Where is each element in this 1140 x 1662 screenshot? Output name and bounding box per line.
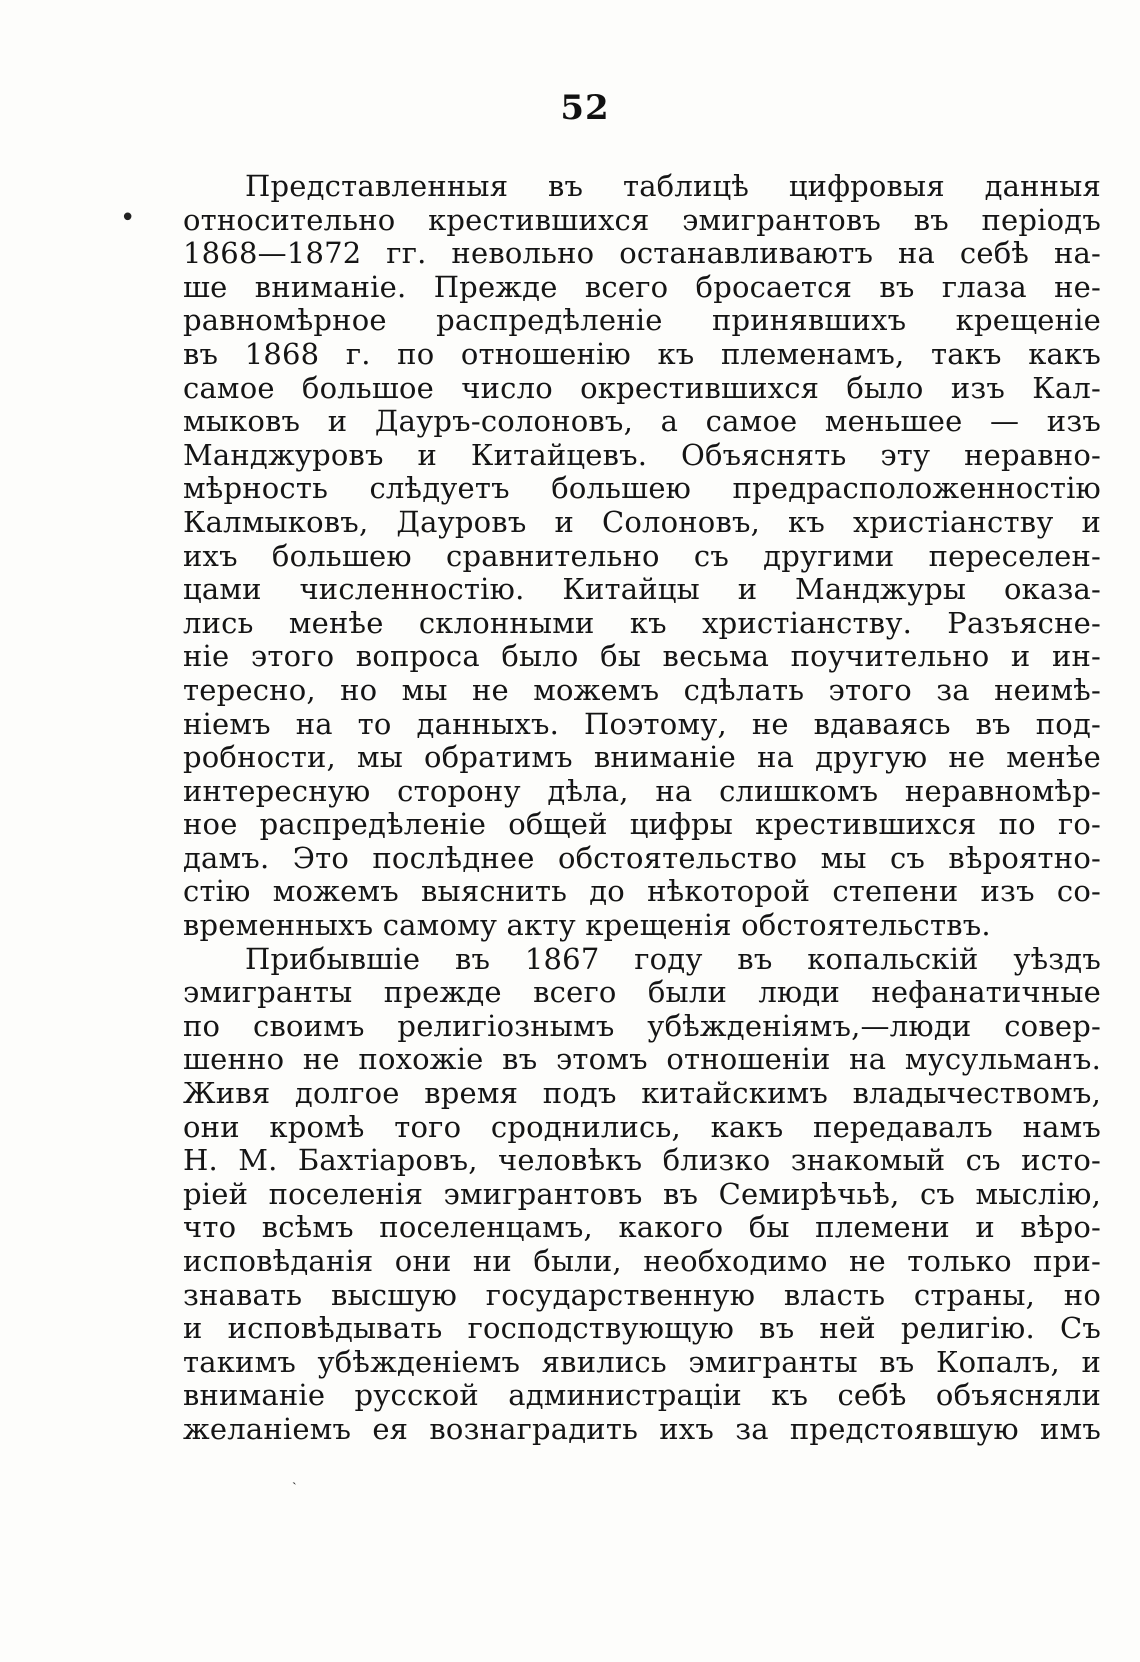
text-line: желаніемъ ея вознаградить ихъ за предстоявшую имъ: [183, 1411, 1101, 1446]
margin-dot-mark: •: [120, 203, 136, 233]
text-line: ное распредѣленіе общей цифры крестившихся по го-: [183, 807, 1101, 842]
text-line: исповѣданія они ни были, необходимо не только при-: [183, 1244, 1101, 1278]
text-line: мѣрность слѣдуетъ большею предрасположенностію: [183, 471, 1101, 506]
text-line: Н. М. Бахтіаровъ, человѣкъ близко знакомый съ исто-: [183, 1143, 1101, 1178]
text-line: шенно не похожіе въ этомъ отношеніи на мусульманъ.: [183, 1042, 1101, 1077]
text-line: Представленныя въ таблицѣ цифровыя данныя: [245, 169, 1101, 203]
text-line: тересно, но мы не можемъ сдѣлать этого за неимѣ-: [183, 672, 1101, 707]
text-line: такимъ убѣжденіемъ явились эмигранты въ Копалъ, и: [183, 1344, 1101, 1379]
text-line: относительно крестившихся эмигрантовъ въ періодъ: [183, 202, 1101, 237]
text-line: эмигранты прежде всего были люди нефанатичные: [183, 975, 1101, 1010]
text-line: временныхъ самому акту крещенія обстоятельствъ.: [183, 908, 991, 943]
text-line: ніемъ на то данныхъ. Поэтому, не вдаваясь въ под-: [183, 706, 1101, 741]
text-line: знавать высшую государственную власть страны, но: [183, 1277, 1101, 1312]
text-line: вниманіе русской администраціи къ себѣ объясняли: [183, 1378, 1101, 1413]
text-line: ніе этого вопроса было бы весьма поучительно и ин-: [183, 639, 1101, 674]
text-line: лись менѣе склонными къ христіанству. Разъясне-: [183, 605, 1101, 640]
text-line: 1868—1872 гг. невольно останавливаютъ на себѣ на-: [183, 236, 1101, 271]
text-line: Живя долгое время подъ китайскимъ владычествомъ,: [183, 1076, 1101, 1111]
text-line: робности, мы обратимъ вниманіе на другую не менѣе: [183, 740, 1101, 775]
print-speck: ˴: [292, 1474, 297, 1490]
text-line: ше вниманіе. Прежде всего бросается въ глаза нe-: [183, 269, 1101, 304]
text-line: въ 1868 г. по отношенію къ племенамъ, такъ какъ: [183, 336, 1101, 371]
page-number: 52: [560, 88, 610, 128]
text-line: ріей поселенія эмигрантовъ въ Семирѣчьѣ, съ мыслію,: [183, 1176, 1101, 1211]
text-line: и исповѣдывать господствующую въ ней религію. Съ: [183, 1311, 1101, 1346]
body-text: [183, 170, 1101, 1447]
text-line: что всѣмъ поселенцамъ, какого бы племени и вѣро-: [183, 1210, 1101, 1245]
text-line: самое большое число окрестившихся было изъ Кал-: [183, 370, 1101, 405]
text-line: мыковъ и Дауръ-солоновъ, а самое меньшее — изъ: [183, 404, 1101, 439]
text-line: цами численностію. Китайцы и Манджуры оказа-: [183, 572, 1101, 607]
text-line: дамъ. Это послѣднее обстоятельство мы съ вѣроятно-: [183, 840, 1101, 875]
text-line: Прибывшіе въ 1867 году въ копальскій уѣздъ: [245, 941, 1101, 976]
text-line: стію можемъ выяснить до нѣкоторой степени изъ со-: [183, 874, 1101, 909]
text-line: Манджуровъ и Китайцевъ. Объяснять эту неравно-: [183, 437, 1101, 472]
text-line: по своимъ религіознымъ убѣжденіямъ,—люди совер-: [183, 1008, 1101, 1043]
text-line: ихъ большею сравнительно съ другими переселен-: [183, 538, 1101, 573]
text-line: равномѣрное распредѣленіе принявшихъ крещеніе: [183, 303, 1101, 338]
text-line: Калмыковъ, Дауровъ и Солоновъ, къ христіанству и: [183, 504, 1101, 539]
text-line: они кромѣ того сроднились, какъ передавалъ намъ: [183, 1109, 1101, 1144]
text-line: интересную сторону дѣла, на слишкомъ неравномѣр-: [183, 773, 1101, 808]
